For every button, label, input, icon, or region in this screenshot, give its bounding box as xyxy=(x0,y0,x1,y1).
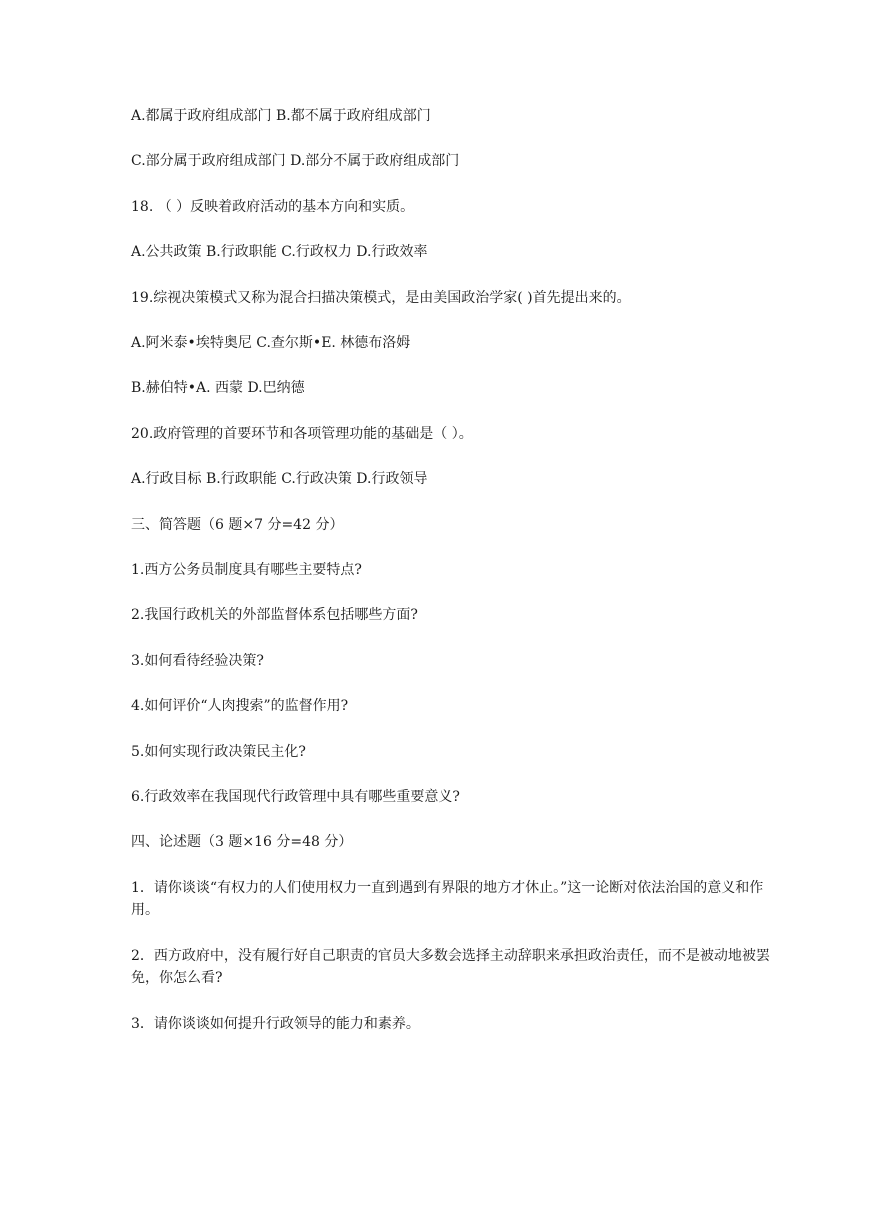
short-answer-6: 6.行政效率在我国现代行政管理中具有哪些重要意义? xyxy=(131,789,460,805)
question-20: 20.政府管理的首要环节和各项管理功能的基础是（ ）。 xyxy=(131,426,473,442)
short-answer-5: 5.如何实现行政决策民主化? xyxy=(131,744,306,760)
short-answer-3: 3.如何看待经验决策? xyxy=(131,653,264,669)
question-18: 18. （ ）反映着政府活动的基本方向和实质。 xyxy=(131,199,415,215)
essay-question-3: 3．请你谈谈如何提升行政领导的能力和素养。 xyxy=(131,1016,420,1032)
q20-options: A.行政目标 B.行政职能 C.行政决策 D.行政领导 xyxy=(131,471,428,487)
q17-options-cd: C.部分属于政府组成部门 D.部分不属于政府组成部门 xyxy=(131,153,460,169)
section-essay-heading: 四、论述题（3 题×16 分=48 分） xyxy=(131,834,353,850)
q19-options-ac: A.阿米泰•埃特奥尼 C.查尔斯•E. 林德布洛姆 xyxy=(131,335,411,351)
essay-question-1: 1．请你谈谈“有权力的人们使用权力一直到遇到有界限的地方才休止。”这一论断对依法治国的意义和作用。 xyxy=(131,880,764,918)
q17-options-ab: A.都属于政府组成部门 B.都不属于政府组成部门 xyxy=(131,108,431,124)
q19-options-bd: B.赫伯特•A. 西蒙 D.巴纳德 xyxy=(131,380,305,396)
question-19: 19.综视决策模式又称为混合扫描决策模式，是由美国政治学家( )首先提出来的。 xyxy=(131,290,631,306)
short-answer-1: 1.西方公务员制度具有哪些主要特点? xyxy=(131,562,362,578)
q18-options: A.公共政策 B.行政职能 C.行政权力 D.行政效率 xyxy=(131,244,428,260)
essay-question-2: 2．西方政府中，没有履行好自己职责的官员大多数会选择主动辞职来承担政治责任，而不是被动地被罢免，你怎么看? xyxy=(131,948,770,986)
short-answer-2: 2.我国行政机关的外部监督体系包括哪些方面? xyxy=(131,607,418,623)
section-short-answer-heading: 三、简答题（6 题×7 分=42 分） xyxy=(131,517,344,533)
short-answer-4: 4.如何评价“人肉搜索”的监督作用? xyxy=(131,698,349,714)
